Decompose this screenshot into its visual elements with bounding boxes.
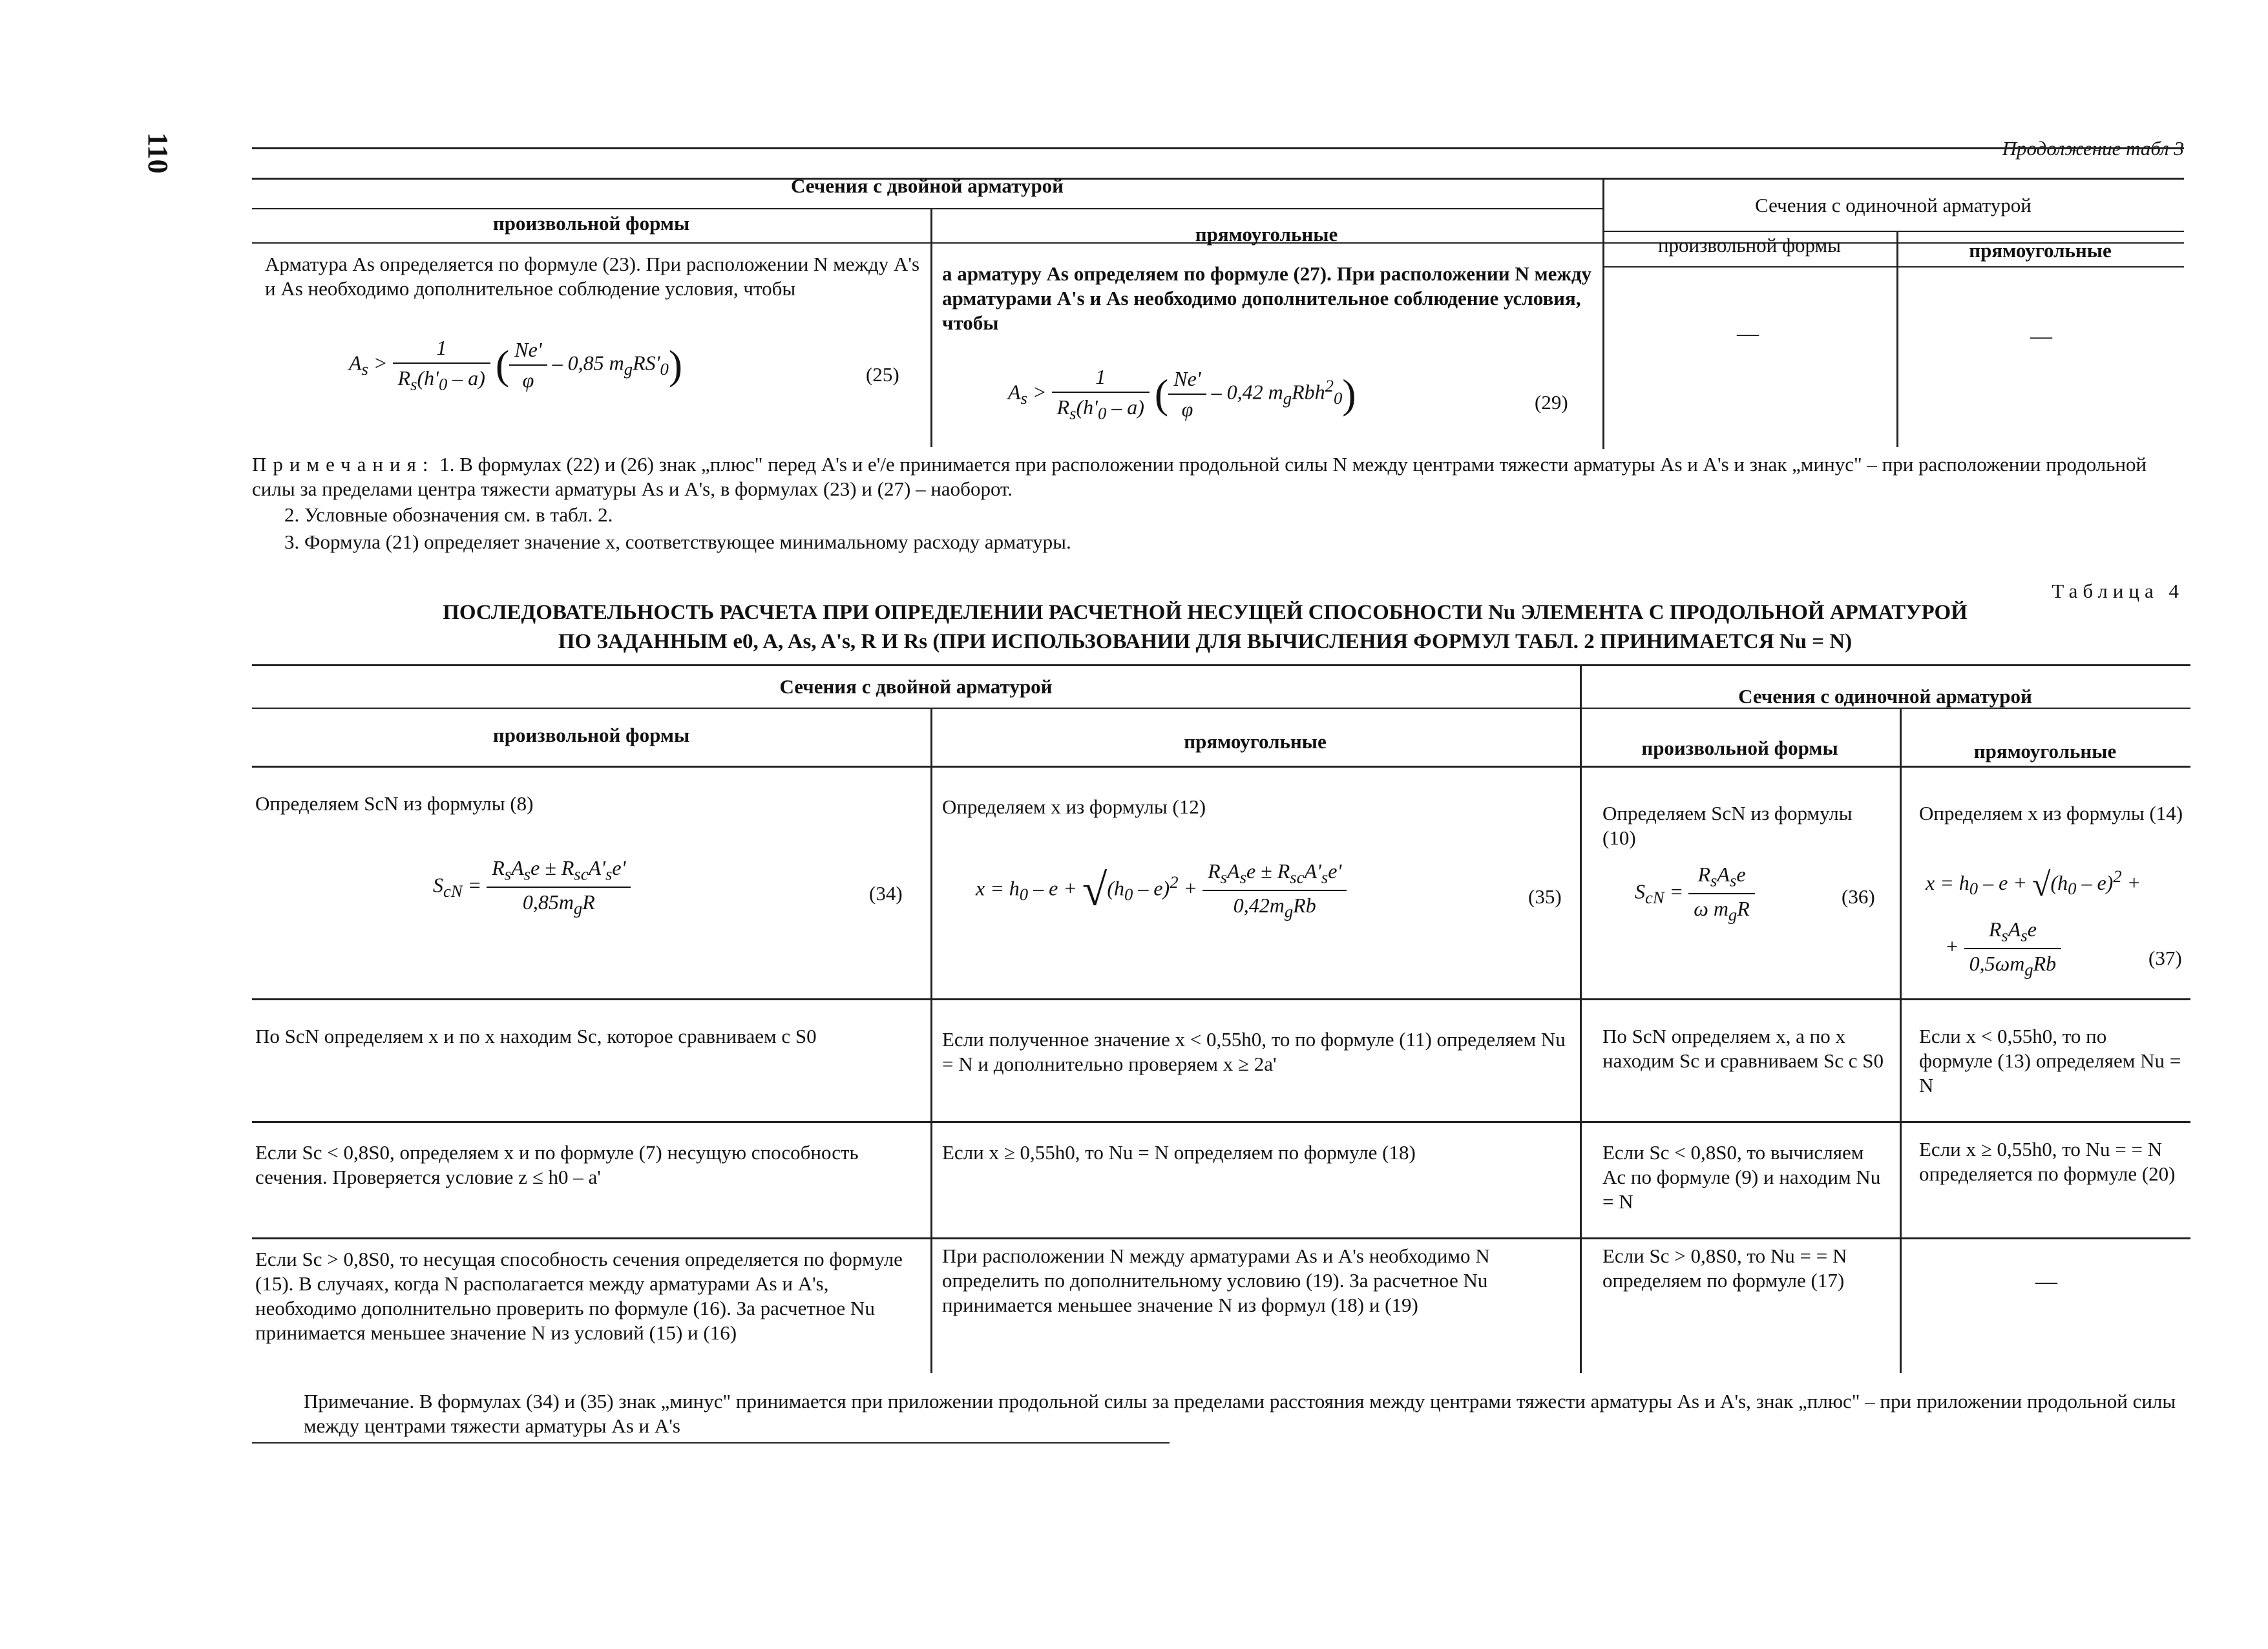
note-3: 3. Формула (21) определяет значение x, соответствующее минимальному расходу арматуры. [284, 530, 1071, 553]
formula-35: $x = h_0 - e + √(h_0 - e)^2$ + $\frac{R_sA_se \pm R_{sc}A'_se'}{0,42m_gRb}$ [976, 859, 1347, 922]
table4-r1c1: Определяем ScN из формулы (8) [255, 792, 534, 815]
table4-r2c3: По ScN определяем x, а по x находим Sc и сравниваем Sc с S0 [1602, 1025, 1884, 1072]
table3-vline-3 [1896, 231, 1898, 447]
note-1: 1. В формулах (22) и (26) знак „плюс" перед A's и e'/e принимается при расположении продольной силы N между центрами тяжести арматуры As и A's и знак „минус" – при расположении продольной силы за пределами центра тяжести арматуры As и A's, в формулах (23) и (27) – наоборот. [252, 453, 2147, 500]
table4-r4c3: Если Sc > 0,8S0, то Nu = = N определяем по формуле (17) [1602, 1245, 1847, 1292]
table3-single-col-rect: прямоугольные [1969, 239, 2112, 262]
table3-col-arbitrary: произвольной формы [492, 212, 690, 235]
table4-col-rect-single: прямоугольные [1973, 740, 2117, 762]
table4-label: Таблица 4 [2052, 580, 2184, 602]
table4-r2c1: По ScN определяем x и по x находим Sc, которое сравниваем с S0 [255, 1025, 817, 1047]
formula-29-number: (29) [1535, 391, 1568, 414]
table3-sub-rule-left [252, 208, 1602, 209]
table3-double-header: Сечения с двойной арматурой [790, 174, 1064, 197]
table3-col-rect: прямоугольные [1195, 223, 1338, 246]
note-underline [252, 1442, 1170, 1444]
table4-vline-2 [1580, 666, 1582, 1373]
table4-r1c4: Определяем x из формулы (14) [1919, 802, 2183, 824]
table4-double-header: Сечения с двойной арматурой [779, 675, 1053, 698]
table3-top-rule [252, 147, 2184, 149]
table3-vline-2 [1602, 178, 1604, 449]
table3-single-rect-value: — [2030, 324, 2052, 348]
formula-35-number: (35) [1528, 885, 1562, 908]
table3-sub-rule-right [1602, 231, 2184, 232]
formula-37-line1: $x = h_0 - e + √(h_0 - e)^2$ + [1926, 867, 2141, 903]
table4-title-line2: ПО ЗАДАННЫМ e0, A, As, A's, R И Rs (ПРИ ИСПОЛЬЗОВАНИИ ДЛЯ ВЫЧИСЛЕНИЯ ФОРМУЛ ТАБЛ. 2 ПРИНИМАЕТСЯ Nu = N) [558, 630, 1853, 653]
table3-notes [252, 452, 2190, 501]
table4-r4c4: — [2035, 1270, 2057, 1294]
table4-note: Примечание. В формулах (34) и (35) знак „минус" принимается при приложении продольной силы за пределами расстояния между центрами тяжести арматуры As и A's, знак „плюс" – при приложении продольной силы между центрами тяжести арматуры As и A's [304, 1390, 2176, 1437]
table4-col-rect-double: прямоугольные [1184, 730, 1327, 753]
formula-25-number: (25) [866, 363, 899, 386]
table4-title-line1: ПОСЛЕДОВАТЕЛЬНОСТЬ РАСЧЕТА ПРИ ОПРЕДЕЛЕНИИ РАСЧЕТНОЙ НЕСУЩЕЙ СПОСОБНОСТИ Nu ЭЛЕМЕНТА С ПРОДОЛЬНОЙ АРМАТУРОЙ [443, 601, 1968, 624]
table4-r4c1: Если Sc > 0,8S0, то несущая способность сечения определяется по формуле (15). В случаях, когда N располагается между арматурами As и A's, необходимо дополнительно проверить по формуле (16). За расчетное Nu принимается меньшее значение N из условий (15) и (16) [255, 1248, 903, 1344]
formula-36-number: (36) [1842, 885, 1875, 908]
table4-r3c4: Если x ≥ 0,55h0, то Nu = = N определяется по формуле (20) [1919, 1138, 2176, 1185]
table3-single-col-arbitrary: произвольной формы [1657, 234, 1842, 257]
table3-cell-arbitrary: Арматура As определяется по формуле (23). При расположении N между A's и As необходимо дополнительное соблюдение условия, чтобы [265, 253, 920, 300]
continuation-label: Продолжение табл 3 [2002, 137, 2184, 160]
table4-single-header: Сечения с одиночной арматурой [1738, 685, 2032, 708]
formula-37-number: (37) [2148, 947, 2182, 969]
table4-col-arbitrary-single: произвольной формы [1641, 737, 1838, 759]
formula-37-line2: + $\frac{R_sA_se}{0,5\omega m_gRb}$ [1945, 918, 2061, 980]
formula-36: $S_{cN}$ = $\frac{R_sA_se}{\omega m_gR}$ [1635, 863, 1755, 925]
table4-r1c3: Определяем ScN из формулы (10) [1602, 802, 1853, 849]
table4-r3c3: Если Sc < 0,8S0, то вычисляем Ac по формуле (9) и находим Nu = N [1602, 1141, 1881, 1213]
table4-r3c1: Если Sc < 0,8S0, определяем x и по формуле (7) несущую способность сечения. Проверяется условие z ≤ h0 – a' [255, 1141, 859, 1188]
page-number: 110 [142, 132, 174, 174]
table3-single-arbitrary-value: — [1737, 322, 1759, 346]
formula-25: $A_s$ > $\frac{1}{R_s(h'_0 - a)}$ ( $\frac{Ne'}{\varphi}$ – 0,85 $m_gRS'_0$) [349, 336, 683, 394]
table4-r1c2: Определяем x из формулы (12) [942, 795, 1206, 818]
table3-cell-rect: а арматуру As определяем по формуле (27). При расположении N между арматурами A's и As необходимо дополнительное соблюдение условия, чтобы [942, 262, 1592, 334]
table4-vline-3 [1900, 708, 1902, 1373]
table4-r2c2: Если полученное значение x < 0,55h0, то по формуле (11) определяем Nu = N и дополнительно проверяем x ≥ 2a' [942, 1028, 1566, 1075]
table4-col-arbitrary-double: произвольной формы [492, 724, 690, 746]
table4-r3c2: Если x ≥ 0,55h0, то Nu = N определяем по формуле (18) [942, 1141, 1416, 1164]
formula-34: $S_{cN}$ = $\frac{R_sA_se \pm R_{sc}A'_se'}{0,85m_gR}$ [433, 856, 631, 919]
note-2: 2. Условные обозначения см. в табл. 2. [284, 503, 613, 526]
table4-r2c4: Если x < 0,55h0, то по формуле (13) определяем Nu = N [1919, 1025, 2181, 1097]
notes-label: Примечания: [252, 453, 435, 476]
table3-single-header: Сечения с одиночной арматурой [1755, 194, 2032, 216]
table3-single-col-rule [1602, 266, 2184, 268]
table4-r4c2: При расположении N между арматурами As и A's необходимо N определить по дополнительному условию (19). За расчетное Nu принимается меньшее значение N из формул (18) и (19) [942, 1245, 1490, 1316]
formula-34-number: (34) [869, 882, 903, 905]
table4-vline-1 [930, 708, 932, 1373]
formula-29: $A_s$ > $\frac{1}{R_s(h'_0 - a)}$ ( $\frac{Ne'}{\varphi}$ – 0,42 $m_gRbh^2_0$) [1008, 365, 1356, 423]
table4-top-rule [252, 664, 2190, 666]
